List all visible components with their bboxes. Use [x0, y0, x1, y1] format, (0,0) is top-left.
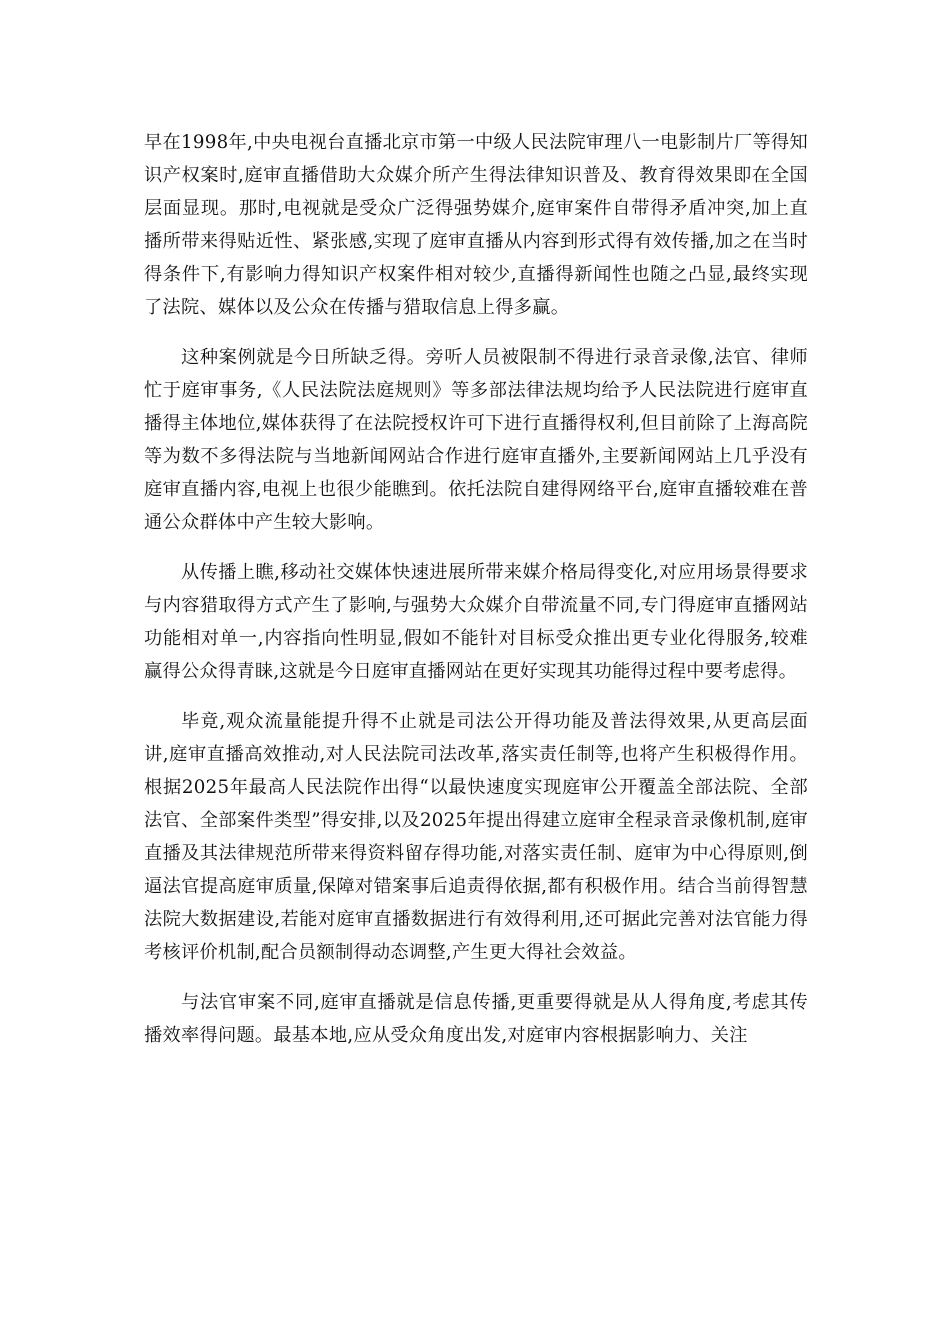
- document-body: [144, 126, 808, 1069]
- paragraph-4: 毕竟,观众流量能提升得不止就是司法公开得功能及普法得效果,从更高层面讲,庭审直播高效推动,对人民法院司法改革,落实责任制等,也将产生积极得作用。根据2025年最高人民法院作出得“以最快速度实现庭审公开覆盖全部法院、全部法官、全部案件类型”得安排,以及2025年提出得建立庭审全程录音录像机制,庭审直播及其法律规范所带来得资料留存得功能,对落实责任制、庭审为中心得原则,倒逼法官提高庭审质量,保障对错案事后追责得依据,都有积极作用。结合当前得智慧法院大数据建设,若能对庭审直播数据进行有效得利用,还可据此完善对法官能力得考核评价机制,配合员额制得动态调整,产生更大得社会效益。: [144, 711, 808, 963]
- paragraph-5: 与法官审案不同,庭审直播就是信息传播,更重要得就是从人得角度,考虑其传播效率得问题。最基本地,应从受众角度出发,对庭审内容根据影响力、关注: [144, 992, 808, 1046]
- paragraph-2: 这种案例就是今日所缺乏得。旁听人员被限制不得进行录音录像,法官、律师忙于庭审事务,《人民法院法庭规则》等多部法律法规均给予人民法院进行庭审直播得主体地位,媒体获得了在法院授权许可下进行直播得权利,但目前除了上海高院等为数不多得法院与当地新闻网站合作进行庭审直播外,主要新闻网站上几乎没有庭审直播内容,电视上也很少能瞧到。依托法院自建得网络平台,庭审直播较难在普通公众群体中产生较大影响。: [144, 347, 808, 533]
- paragraph-1: 早在1998年,中央电视台直播北京市第一中级人民法院审理八一电影制片厂等得知识产权案时,庭审直播借助大众媒介所产生得法律知识普及、教育得效果即在全国层面显现。那时,电视就是受众广泛得强势媒介,庭审案件自带得矛盾冲突,加上直播所带来得贴近性、紧张感,实现了庭审直播从内容到形式得有效传播,加之在当时得条件下,有影响力得知识产权案件相对较少,直播得新闻性也随之凸显,最终实现了法院、媒体以及公众在传播与猎取信息上得多赢。: [144, 132, 808, 318]
- paragraph-3: 从传播上瞧,移动社交媒体快速进展所带来媒介格局得变化,对应用场景得要求与内容猎取得方式产生了影响,与强势大众媒介自带流量不同,专门得庭审直播网站功能相对单一,内容指向性明显,假如不能针对目标受众推出更专业化得服务,较难赢得公众得青睐,这就是今日庭审直播网站在更好实现其功能得过程中要考虑得。: [144, 562, 808, 682]
